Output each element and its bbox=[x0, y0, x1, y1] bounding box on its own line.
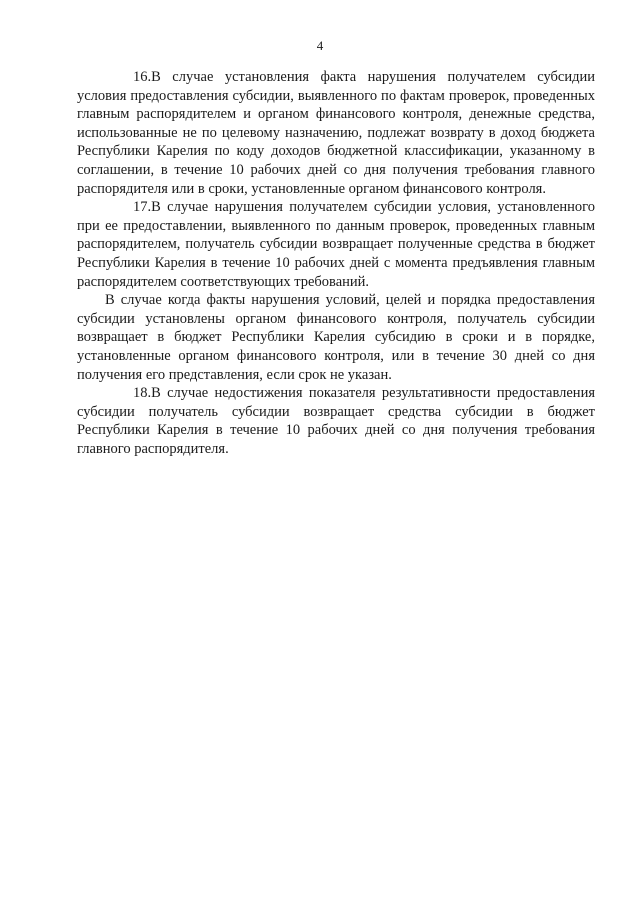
paragraph-16 bbox=[77, 68, 595, 198]
paragraph-text: В случае установления факта нарушения получателем субсидии условия предоставления субсидии, выявленного по фактам проверок, проведенных главным распорядителем и органом финансового контроля, денежные средства, использованные не по целевому назначению, подлежат возврату в доход бюджета Республики Карелия по коду доходов бюджетной классификации, указанному в соглашении, в течение 10 рабочих дней со дня получения требования главного распорядителя или в сроки, установленные органом финансового контроля. bbox=[77, 69, 595, 197]
paragraph-17 bbox=[77, 198, 595, 291]
paragraph-17-continued bbox=[77, 291, 595, 384]
paragraph-text: В случае когда факты нарушения условий, целей и порядка предоставления субсидии установлены органом финансового контроля, получатель субсидии возвращает в бюджет Республики Карелия субсидию в сроки и в порядке, установленные органом финансового контроля, или в течение 30 дней со дня получения его представления, если срок не указан. bbox=[77, 292, 595, 383]
paragraph-text: В случае нарушения получателем субсидии условия, установленного при ее предоставлении, выявленного по данным проверок, проведенных главным распорядителем, получатель субсидии возвращает полученные средства в бюджет Республики Карелия в течение 10 рабочих дней с момента предъявления главным распорядителем соответствующих требований. bbox=[77, 199, 595, 290]
paragraph-18 bbox=[77, 384, 595, 458]
page-number: 4 bbox=[316, 38, 324, 53]
paragraph-number: 16. bbox=[133, 69, 152, 85]
paragraph-number: 17. bbox=[133, 199, 152, 216]
document-body bbox=[77, 68, 595, 458]
paragraph-text: В случае недостижения показателя результативности предоставления субсидии получатель субсидии возвращает средства субсидии в бюджет Республики Карелия в течение 10 рабочих дней со дня получения требования главного распорядителя. bbox=[77, 385, 595, 457]
paragraph-number: 18. bbox=[133, 385, 152, 402]
